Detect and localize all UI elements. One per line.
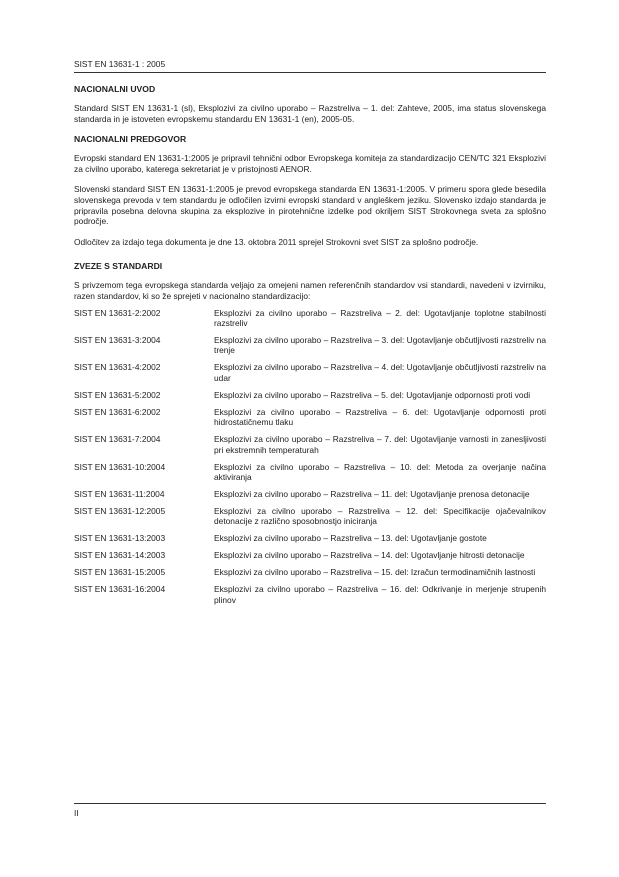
standard-row (74, 489, 546, 499)
standard-row (74, 550, 546, 560)
standard-row (74, 390, 546, 400)
section-heading-predgovor: NACIONALNI PREDGOVOR (74, 134, 187, 145)
section-zveze-s-standardi (74, 261, 546, 605)
standard-code: SIST EN 13631-13:2003 (74, 533, 166, 544)
standard-description: Eksplozivi za civilno uporabo – Razstreliva – 10. del: Metoda za overjanje načina aktiviranja (214, 461, 546, 482)
section-nacionalni-uvod (74, 84, 546, 124)
standard-row (74, 335, 546, 356)
standard-code: SIST EN 13631-16:2004 (74, 584, 166, 595)
standard-code: SIST EN 13631-15:2005 (74, 567, 166, 578)
standard-description: Eksplozivi za civilno uporabo – Razstreliva – 16. del: Odkrivanje in merjenje strupenih plinov (214, 584, 546, 605)
standard-row (74, 533, 546, 543)
standard-code: SIST EN 13631-10:2004 (74, 461, 166, 472)
standard-code: SIST EN 13631-12:2005 (74, 505, 166, 516)
section-heading-zveze: ZVEZE S STANDARDI (74, 261, 163, 272)
standard-description: Eksplozivi za civilno uporabo – Razstreliva – 15. del: Izračun termodinamičnih lastnosti (214, 567, 536, 578)
standard-code: SIST EN 13631-14:2003 (74, 550, 166, 561)
standard-code: SIST EN 13631-2:2002 (74, 307, 161, 318)
zveze-intro-paragraph: S privzemom tega evropskega standarda veljajo za omejeni namen referenčnih standardov vsi standardi, navedeni v izvirniku, razen standardov, ki so že sprejeti v nacionalno standardizacijo: (74, 280, 546, 301)
standard-description: Eksplozivi za civilno uporabo – Razstreliva – 4. del: Ugotavljanje občutljivosti razstreliv na udar (214, 362, 546, 383)
standard-code: SIST EN 13631-6:2002 (74, 406, 161, 417)
standard-row (74, 506, 546, 527)
predgovor-paragraph: Odločitev za izdajo tega dokumenta je dne 13. oktobra 2011 sprejel Strokovni svet SIST za splošno področje. (74, 236, 479, 247)
standard-description: Eksplozivi za civilno uporabo – Razstreliva – 7. del: Ugotavljanje varnosti in zanesljivosti pri ekstremnih temperaturah (214, 434, 546, 455)
document-content (74, 84, 546, 612)
standard-description: Eksplozivi za civilno uporabo – Razstreliva – 14. del: Ugotavljanje hitrosti detonacije (214, 550, 525, 561)
standard-row (74, 567, 546, 577)
standard-code: SIST EN 13631-7:2004 (74, 434, 161, 445)
predgovor-paragraph: Evropski standard EN 13631-1:2005 je pripravil tehnični odbor Evropskega komiteja za standardizacijo CEN/TC 321 Eksplozivi za civilno uporabo, katerega sekretariat je v pristojnosti AENOR. (74, 153, 546, 174)
document-header-title: SIST EN 13631-1 : 2005 (74, 59, 166, 69)
section-nacionalni-predgovor (74, 134, 546, 247)
standard-code: SIST EN 13631-3:2004 (74, 334, 161, 345)
standard-code: SIST EN 13631-4:2002 (74, 362, 161, 373)
predgovor-paragraph: Slovenski standard SIST EN 13631-1:2005 je prevod evropskega standarda EN 13631-1:2005. V primeru spora glede besedila slovenskega prevoda v tem standardu je odločilen izvirni evropski standard v angleškem jeziku. Slovensko izdajo standarda je pripravila posebna delovna skupina za eksplozive in pirotehnične izdelke pod okriljem SIST Strokovnega sveta za splošno področje. (74, 184, 546, 227)
standard-row (74, 362, 546, 383)
standard-row (74, 407, 546, 428)
page-number: II (74, 808, 79, 818)
standard-row (74, 308, 546, 329)
standard-description: Eksplozivi za civilno uporabo – Razstreliva – 6. del: Ugotavljanje odpornosti proti hidrostatičnemu tlaku (214, 406, 546, 428)
standard-description: Eksplozivi za civilno uporabo – Razstreliva – 11. del: Ugotavljanje prenosa detonacije (214, 488, 530, 499)
standard-code: SIST EN 13631-5:2002 (74, 389, 161, 400)
standard-description: Eksplozivi za civilno uporabo – Razstreliva – 3. del: Ugotavljanje občutljivosti razstreliv na trenje (214, 334, 546, 356)
standard-row (74, 584, 546, 605)
standard-description: Eksplozivi za civilno uporabo – Razstreliva – 2. del: Ugotavljanje toplotne stabilnosti razstreliv (214, 307, 546, 328)
standards-list (74, 308, 546, 606)
section-heading-uvod: NACIONALNI UVOD (74, 84, 156, 94)
header-rule (74, 72, 546, 73)
standard-row (74, 434, 546, 455)
standard-description: Eksplozivi za civilno uporabo – Razstreliva – 13. del: Ugotavljanje gostote (214, 533, 487, 544)
standard-code: SIST EN 13631-11:2004 (74, 488, 165, 499)
standard-description: Eksplozivi za civilno uporabo – Razstreliva – 12. del: Specifikacije ojačevalnikov detonacije z različno sposobnostjo iniciranja (214, 505, 546, 527)
standard-row (74, 462, 546, 483)
standard-description: Eksplozivi za civilno uporabo – Razstreliva – 5. del: Ugotavljanje odpornosti proti vodi (214, 389, 531, 400)
footer-rule (74, 803, 546, 804)
uvod-paragraph: Standard SIST EN 13631-1 (sl), Eksplozivi za civilno uporabo – Razstreliva – 1. del: Zahteve, 2005, ima status slovenskega standarda in je istoveten evropskemu standardu EN 13631-1 (en), 2005-05. (74, 103, 546, 124)
